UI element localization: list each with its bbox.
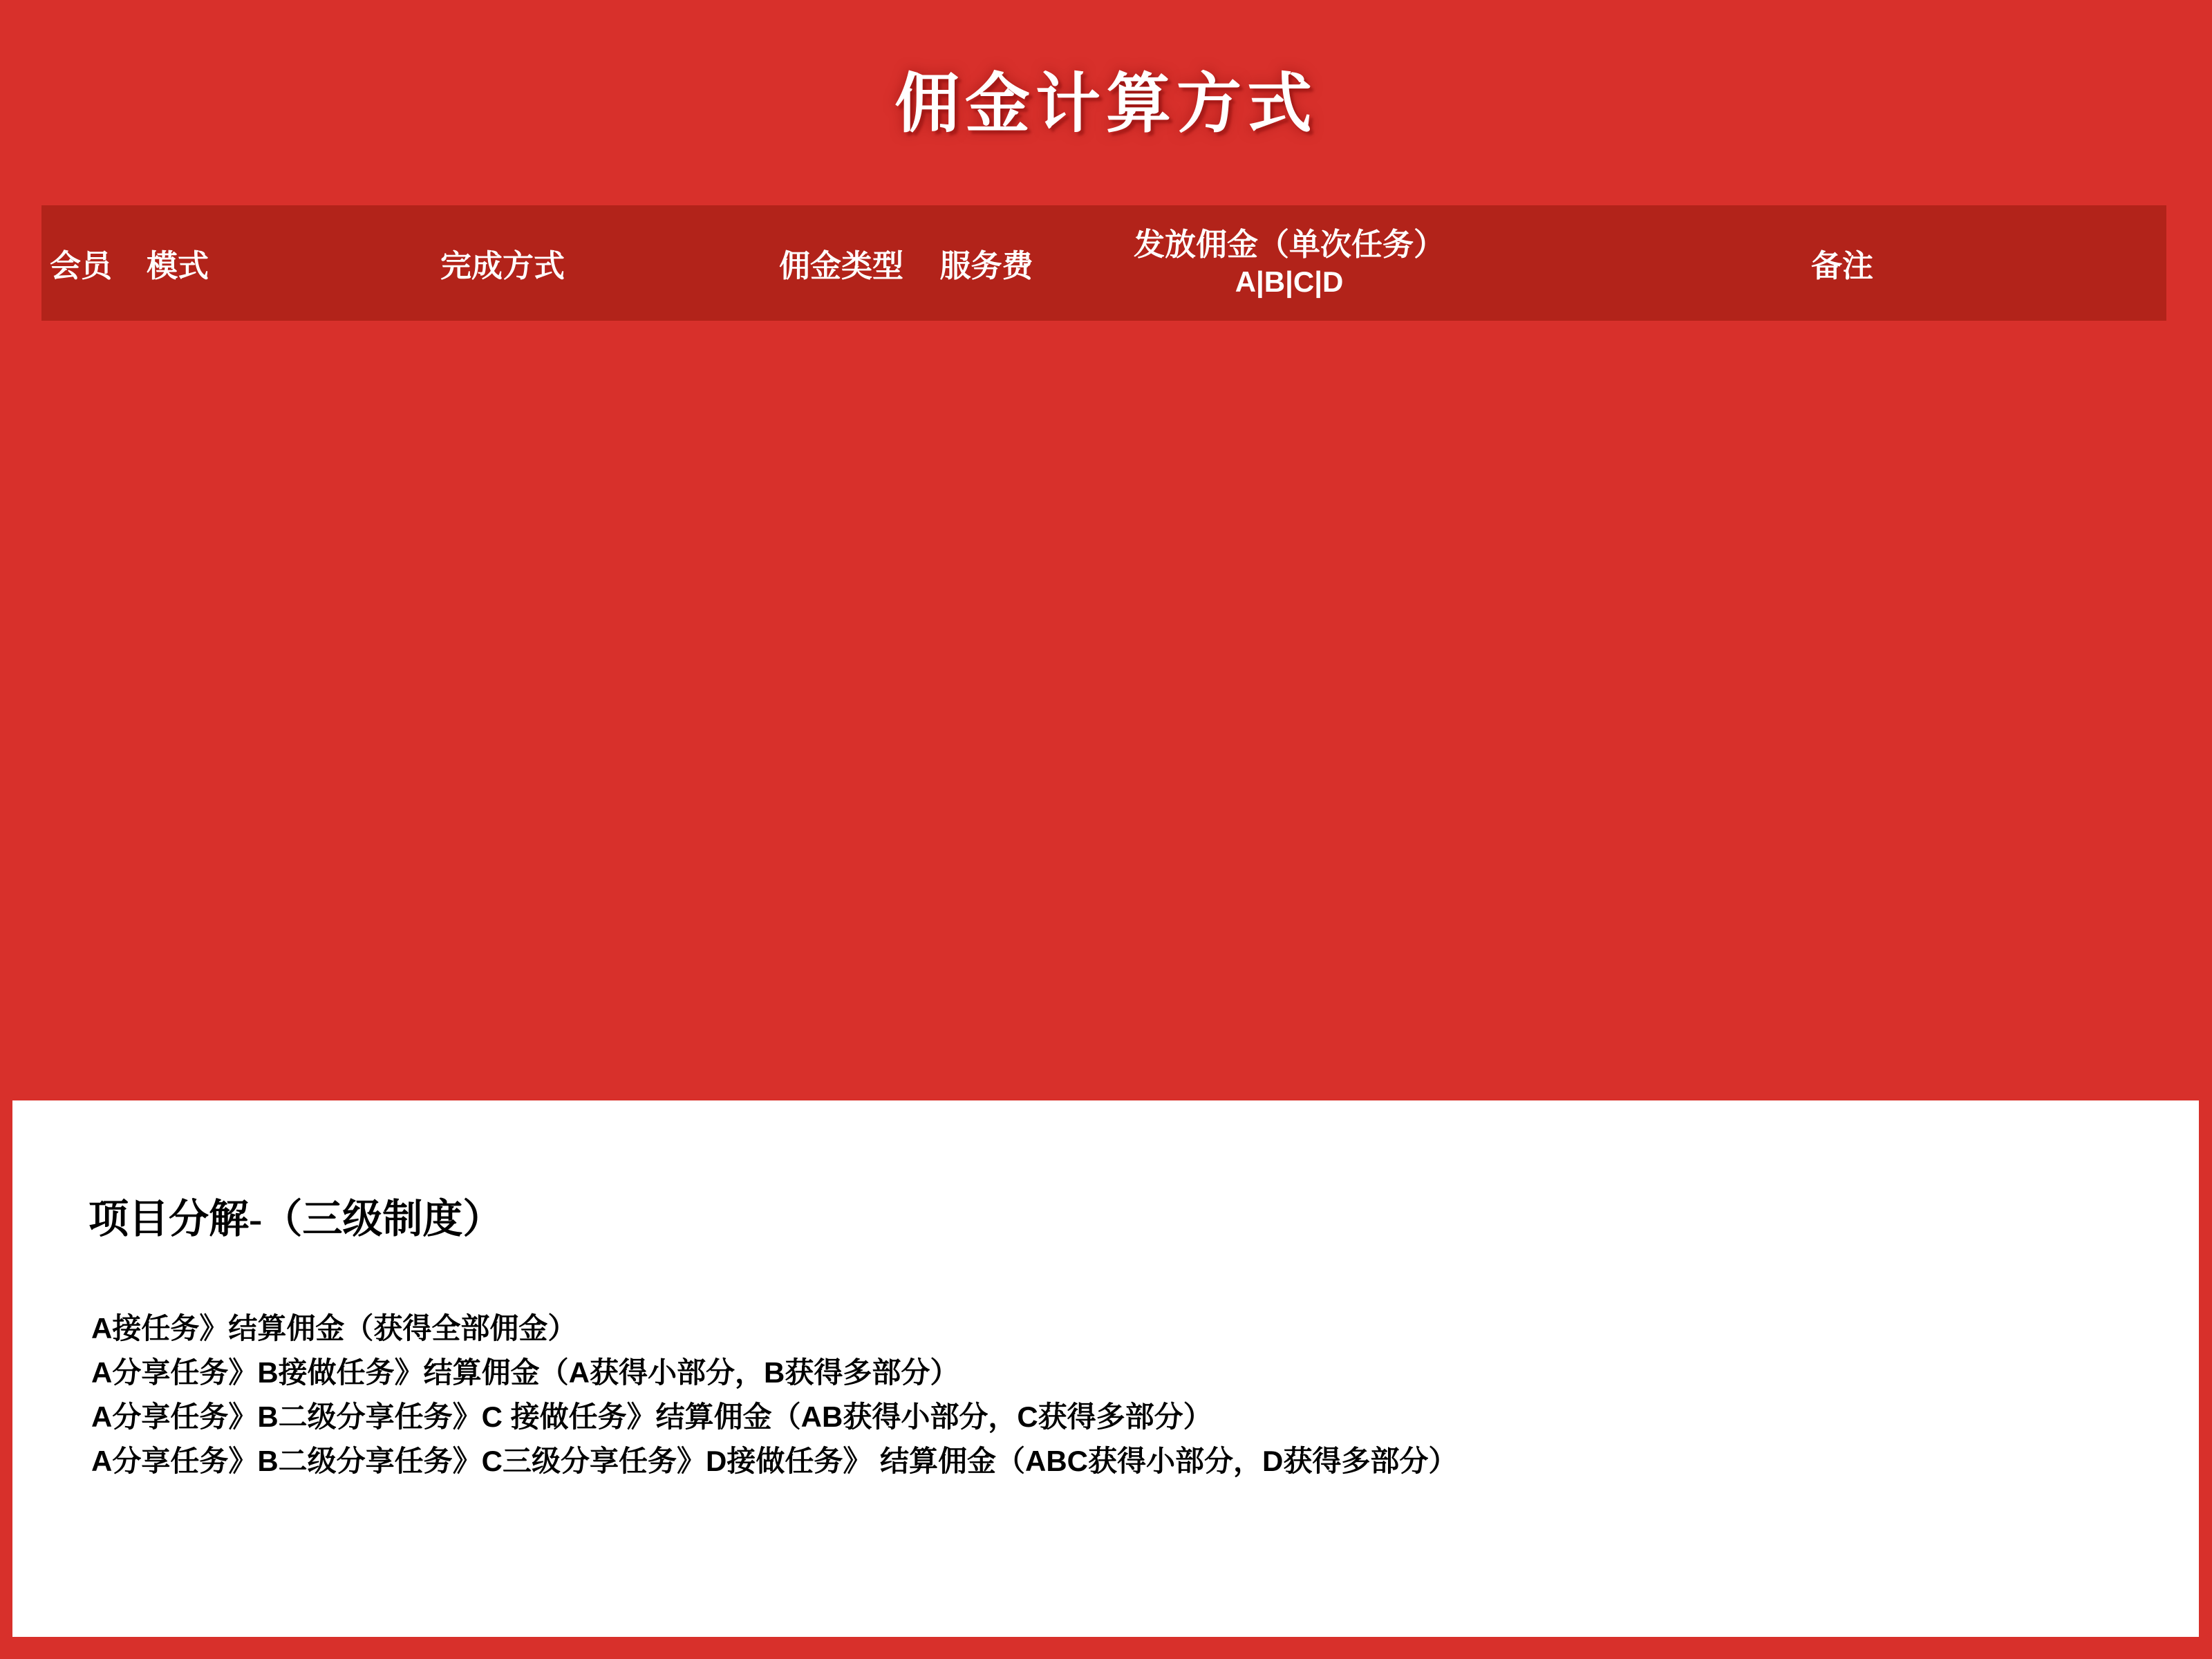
header-payout-title: 发放佣金（单次任务）: [1133, 227, 1445, 263]
breakdown-list: [91, 1306, 1457, 1483]
breakdown-heading: 项目分解-（三级制度）: [88, 1197, 503, 1241]
header-payout: [1060, 225, 1518, 301]
header-mode: 模式: [146, 248, 209, 283]
header-commission-type: 佣金类型: [778, 248, 903, 283]
header-method: 完成方式: [440, 248, 565, 283]
breakdown-line: A分享任务》B二级分享任务》C 接做任务》结算佣金（AB获得小部分，C获得多部分）: [91, 1400, 1212, 1433]
header-member: 会员: [49, 248, 112, 283]
header-note: 备注: [1810, 248, 1873, 283]
breakdown-line: A分享任务》B二级分享任务》C三级分享任务》D接做任务》 结算佣金（ABC获得小部分，D获得多部分）: [91, 1445, 1458, 1477]
page-title: 佣金计算方式: [894, 67, 1318, 140]
table-header: [41, 205, 2166, 321]
header-service-fee: 服务费: [939, 248, 1033, 283]
header-payout-columns: A|B|C|D: [1235, 265, 1344, 299]
breakdown-line: A接任务》结算佣金（获得全部佣金）: [91, 1312, 577, 1344]
breakdown-line: A分享任务》B接做任务》结算佣金（A获得小部分，B获得多部分）: [91, 1356, 959, 1389]
